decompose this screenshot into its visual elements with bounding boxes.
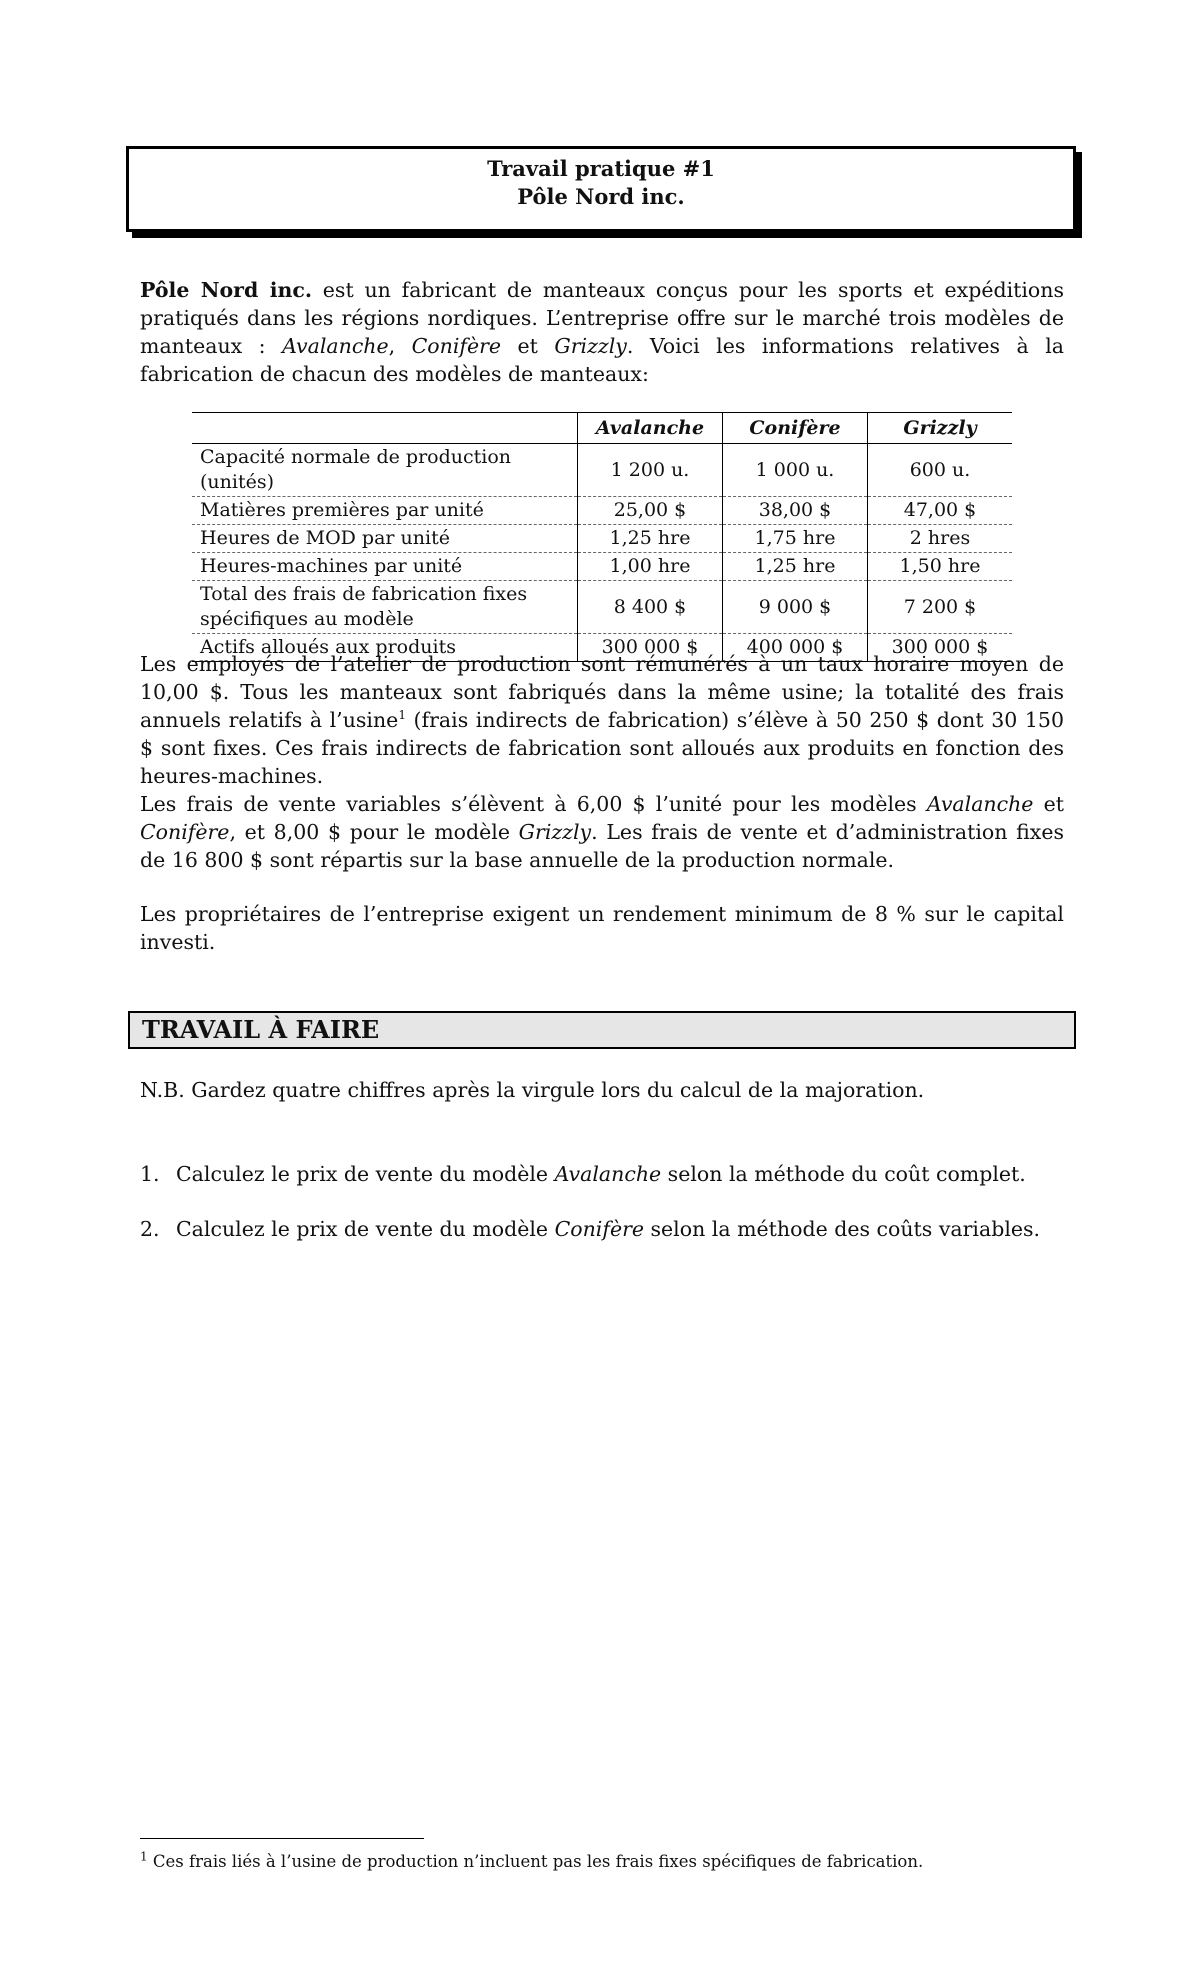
selling-text-3: , et 8,00 $ pour le modèle <box>229 820 519 844</box>
question-number: 2. <box>140 1217 160 1241</box>
table-row-label: Total des frais de fabrication fixes spécifiques au modèle <box>192 581 578 634</box>
wages-paragraph <box>140 650 1064 790</box>
question-text-before: Calculez le prix de vente du modèle <box>176 1162 555 1186</box>
table-header-col: Grizzly <box>868 413 1013 444</box>
footnote-ref: 1 <box>398 708 406 723</box>
intro-paragraph <box>140 276 1064 388</box>
table-cell: 1,25 hre <box>578 525 723 553</box>
wages-text-2: (frais indirects de fabrication) s’élève à 50 250 $ dont 30 150 $ sont fixes. Ces frais indirects de fabrication sont alloués aux produits en fonction des heures-machines. <box>140 708 1064 788</box>
question-model: Avalanche <box>554 1162 662 1186</box>
question-text <box>176 1215 1040 1243</box>
table-row <box>192 444 1012 497</box>
footnote-divider <box>140 1838 424 1839</box>
question-list <box>140 1160 1064 1270</box>
question-model: Conifère <box>554 1217 645 1241</box>
table-cell: 8 400 $ <box>578 581 723 634</box>
selling-text-1: Les frais de vente variables s’élèvent à 6,00 $ l’unité pour les modèles <box>140 792 927 816</box>
wages-text-1: Les employés de l’atelier de production sont rémunérés à un taux horaire moyen de 10,00 $. Tous les manteaux sont fabriqués dans la même usine; la totalité des frais annuels relatifs à l’usine <box>140 652 1064 732</box>
model-conifere: Conifère <box>140 820 230 844</box>
table-header-col: Conifère <box>723 413 868 444</box>
return-paragraph: Les propriétaires de l’entreprise exigent un rendement minimum de 8 % sur le capital investi. <box>140 902 1064 954</box>
table-row <box>192 525 1012 553</box>
document-title: Travail pratique #1 <box>487 156 715 181</box>
table-row-label: Matières premières par unité <box>192 497 578 525</box>
section-heading: TRAVAIL À FAIRE <box>128 1011 1076 1049</box>
selling-text-4: . Les frais de vente et d’administration fixes de 16 800 $ sont répartis sur la base annuelle de la production normale. <box>140 820 1064 872</box>
intro-text-2: . Voici les informations relatives à la fabrication de chacun des modèles de manteaux: <box>140 334 1064 386</box>
table-cell: 400 000 $ <box>723 634 868 662</box>
company-name-title: Pôle Nord inc. <box>517 184 685 209</box>
table-cell: 1,25 hre <box>723 553 868 581</box>
table-cell: 38,00 $ <box>723 497 868 525</box>
table-row-label: Heures-machines par unité <box>192 553 578 581</box>
table-row-label: Heures de MOD par unité <box>192 525 578 553</box>
table-cell: 2 hres <box>868 525 1013 553</box>
table-cell: 7 200 $ <box>868 581 1013 634</box>
model-avalanche: Avalanche <box>926 792 1034 816</box>
intro-sep-2: et <box>501 334 555 358</box>
table-cell: 1,75 hre <box>723 525 868 553</box>
table-cell: 1,00 hre <box>578 553 723 581</box>
selling-costs-paragraph <box>140 790 1064 874</box>
table-cell: 1 000 u. <box>723 444 868 497</box>
table-cell: 600 u. <box>868 444 1013 497</box>
footnote <box>140 1851 1064 1873</box>
table-row-label: Capacité normale de production (unités) <box>192 444 578 497</box>
section-note: N.B. Gardez quatre chiffres après la virgule lors du calcul de la majoration. <box>140 1078 925 1102</box>
list-item <box>140 1215 1064 1243</box>
question-number: 1. <box>140 1162 160 1186</box>
title-box <box>126 146 1076 232</box>
footnote-text: Ces frais liés à l’usine de production n’incluent pas les frais fixes spécifiques de fabrication. <box>147 1852 924 1871</box>
table-row <box>192 553 1012 581</box>
table-cell: 1,50 hre <box>868 553 1013 581</box>
company-name: Pôle Nord inc. <box>140 278 313 302</box>
table-cell: 300 000 $ <box>578 634 723 662</box>
question-text-after: selon la méthode des coûts variables. <box>644 1217 1041 1241</box>
table-cell: 300 000 $ <box>868 634 1013 662</box>
question-text <box>176 1160 1026 1188</box>
table-row-label: Actifs alloués aux produits <box>192 634 578 662</box>
table-row <box>192 581 1012 634</box>
selling-text-2: et <box>1033 792 1064 816</box>
intro-text-1: est un fabricant de manteaux conçus pour les sports et expéditions pratiqués dans les régions nordiques. L’entreprise offre sur le marché trois modèles de manteaux : <box>140 278 1064 358</box>
intro-sep-1: , <box>388 334 412 358</box>
footnote-number: 1 <box>140 1849 148 1864</box>
list-item <box>140 1160 1064 1188</box>
production-table <box>192 412 1012 662</box>
model-grizzly: Grizzly <box>518 820 592 844</box>
table-header-col: Avalanche <box>578 413 723 444</box>
table-cell: 1 200 u. <box>578 444 723 497</box>
table-cell: 25,00 $ <box>578 497 723 525</box>
model-grizzly: Grizzly <box>554 334 627 358</box>
table-header-empty <box>192 413 578 444</box>
table-row <box>192 497 1012 525</box>
table-cell: 9 000 $ <box>723 581 868 634</box>
table-header-row <box>192 413 1012 444</box>
question-text-after: selon la méthode du coût complet. <box>661 1162 1026 1186</box>
model-conifere: Conifère <box>411 334 502 358</box>
question-text-before: Calculez le prix de vente du modèle <box>176 1217 555 1241</box>
table-cell: 47,00 $ <box>868 497 1013 525</box>
model-avalanche: Avalanche <box>282 334 389 358</box>
